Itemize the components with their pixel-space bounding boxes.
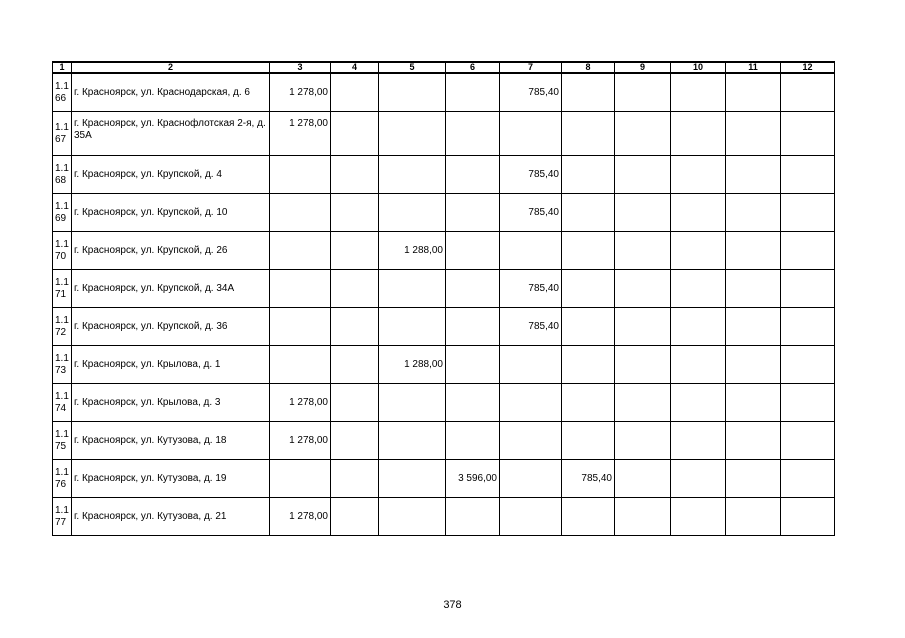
value-cell-c8	[562, 73, 615, 112]
column-header-4: 4	[331, 62, 379, 73]
table-row	[53, 232, 835, 270]
value-cell-c11	[726, 232, 781, 270]
value-cell-c5: 1 288,00	[379, 232, 446, 270]
value-cell-c12	[781, 460, 835, 498]
value-cell-c11	[726, 460, 781, 498]
value-cell-c12	[781, 270, 835, 308]
value-cell-c5	[379, 194, 446, 232]
value-cell-c12	[781, 346, 835, 384]
value-cell-c3: 1 278,00	[270, 422, 331, 460]
value-cell-c3: 1 278,00	[270, 498, 331, 536]
value-cell-c11	[726, 422, 781, 460]
value-cell-c4	[331, 73, 379, 112]
value-cell-c10	[671, 422, 726, 460]
value-cell-c9	[615, 270, 671, 308]
row-number: 1.1 75	[53, 422, 72, 460]
value-cell-c3	[270, 232, 331, 270]
value-cell-c4	[331, 422, 379, 460]
table-row	[53, 156, 835, 194]
value-cell-c5	[379, 73, 446, 112]
value-cell-c3: 1 278,00	[270, 73, 331, 112]
value-cell-c12	[781, 112, 835, 156]
value-cell-c7	[500, 384, 562, 422]
value-cell-c8	[562, 384, 615, 422]
value-cell-c9	[615, 308, 671, 346]
value-cell-c5	[379, 156, 446, 194]
value-cell-c7	[500, 112, 562, 156]
value-cell-c9	[615, 422, 671, 460]
value-cell-c12	[781, 384, 835, 422]
value-cell-c3: 1 278,00	[270, 112, 331, 156]
value-cell-c8	[562, 194, 615, 232]
value-cell-c9	[615, 232, 671, 270]
value-cell-c8	[562, 422, 615, 460]
value-cell-c6	[446, 232, 500, 270]
row-number: 1.1 71	[53, 270, 72, 308]
row-number: 1.1 72	[53, 308, 72, 346]
value-cell-c10	[671, 232, 726, 270]
value-cell-c7	[500, 346, 562, 384]
value-cell-c11	[726, 498, 781, 536]
table-row	[53, 73, 835, 112]
value-cell-c3	[270, 194, 331, 232]
value-cell-c4	[331, 346, 379, 384]
value-cell-c6	[446, 498, 500, 536]
value-cell-c7: 785,40	[500, 194, 562, 232]
table-row	[53, 308, 835, 346]
value-cell-c8	[562, 498, 615, 536]
value-cell-c5	[379, 270, 446, 308]
row-number: 1.1 68	[53, 156, 72, 194]
value-cell-c11	[726, 156, 781, 194]
page-number: 378	[443, 599, 462, 611]
value-cell-c10	[671, 308, 726, 346]
row-number: 1.1 74	[53, 384, 72, 422]
value-cell-c4	[331, 498, 379, 536]
value-cell-c11	[726, 384, 781, 422]
value-cell-c9	[615, 156, 671, 194]
value-cell-c9	[615, 346, 671, 384]
header-row	[53, 62, 835, 73]
value-cell-c11	[726, 112, 781, 156]
value-cell-c12	[781, 422, 835, 460]
address-cell: г. Красноярск, ул. Краснодарская, д. 6	[72, 73, 270, 112]
value-cell-c12	[781, 194, 835, 232]
address-cell: г. Красноярск, ул. Кутузова, д. 21	[72, 498, 270, 536]
value-cell-c4	[331, 156, 379, 194]
value-cell-c10	[671, 156, 726, 194]
value-cell-c3	[270, 270, 331, 308]
table-row	[53, 422, 835, 460]
value-cell-c6	[446, 156, 500, 194]
table-row	[53, 498, 835, 536]
value-cell-c12	[781, 308, 835, 346]
table-row	[53, 384, 835, 422]
column-header-7: 7	[500, 62, 562, 73]
value-cell-c11	[726, 194, 781, 232]
value-cell-c7: 785,40	[500, 73, 562, 112]
value-cell-c12	[781, 232, 835, 270]
value-cell-c12	[781, 73, 835, 112]
value-cell-c6	[446, 384, 500, 422]
value-cell-c4	[331, 112, 379, 156]
value-cell-c9	[615, 73, 671, 112]
column-header-5: 5	[379, 62, 446, 73]
row-number: 1.1 73	[53, 346, 72, 384]
row-number: 1.1 77	[53, 498, 72, 536]
table-row	[53, 194, 835, 232]
address-cell: г. Красноярск, ул. Кутузова, д. 18	[72, 422, 270, 460]
value-cell-c5	[379, 422, 446, 460]
value-cell-c3	[270, 460, 331, 498]
value-cell-c6: 3 596,00	[446, 460, 500, 498]
address-cell: г. Красноярск, ул. Кутузова, д. 19	[72, 460, 270, 498]
value-cell-c10	[671, 194, 726, 232]
value-cell-c10	[671, 346, 726, 384]
row-number: 1.1 70	[53, 232, 72, 270]
value-cell-c10	[671, 112, 726, 156]
column-header-1: 1	[53, 62, 72, 73]
table-row	[53, 112, 835, 156]
value-cell-c6	[446, 112, 500, 156]
value-cell-c11	[726, 346, 781, 384]
value-cell-c10	[671, 73, 726, 112]
table-row	[53, 346, 835, 384]
value-cell-c5: 1 288,00	[379, 346, 446, 384]
value-cell-c3	[270, 308, 331, 346]
address-cell: г. Красноярск, ул. Крупской, д. 34А	[72, 270, 270, 308]
value-cell-c9	[615, 194, 671, 232]
value-cell-c4	[331, 308, 379, 346]
value-cell-c10	[671, 460, 726, 498]
value-cell-c5	[379, 112, 446, 156]
value-cell-c11	[726, 308, 781, 346]
address-cell: г. Красноярск, ул. Крылова, д. 3	[72, 384, 270, 422]
address-cell: г. Красноярск, ул. Крупской, д. 36	[72, 308, 270, 346]
value-cell-c7: 785,40	[500, 270, 562, 308]
table-row	[53, 460, 835, 498]
value-cell-c8	[562, 270, 615, 308]
value-cell-c3	[270, 346, 331, 384]
value-cell-c7	[500, 498, 562, 536]
data-table	[52, 61, 835, 536]
column-header-3: 3	[270, 62, 331, 73]
value-cell-c6	[446, 270, 500, 308]
address-cell: г. Красноярск, ул. Краснофлотская 2-я, д. 35А	[72, 112, 270, 156]
value-cell-c8	[562, 346, 615, 384]
value-cell-c10	[671, 498, 726, 536]
value-cell-c5	[379, 384, 446, 422]
row-number: 1.1 67	[53, 112, 72, 156]
column-header-11: 11	[726, 62, 781, 73]
value-cell-c8: 785,40	[562, 460, 615, 498]
value-cell-c11	[726, 270, 781, 308]
address-cell: г. Красноярск, ул. Крупской, д. 26	[72, 232, 270, 270]
value-cell-c7	[500, 460, 562, 498]
value-cell-c3	[270, 156, 331, 194]
value-cell-c10	[671, 384, 726, 422]
value-cell-c8	[562, 308, 615, 346]
row-number: 1.1 76	[53, 460, 72, 498]
column-header-8: 8	[562, 62, 615, 73]
address-cell: г. Красноярск, ул. Крылова, д. 1	[72, 346, 270, 384]
value-cell-c4	[331, 194, 379, 232]
table-body	[53, 73, 835, 536]
value-cell-c8	[562, 232, 615, 270]
value-cell-c8	[562, 112, 615, 156]
value-cell-c4	[331, 270, 379, 308]
value-cell-c11	[726, 73, 781, 112]
row-number: 1.1 69	[53, 194, 72, 232]
row-number: 1.1 66	[53, 73, 72, 112]
value-cell-c7	[500, 422, 562, 460]
table-row	[53, 270, 835, 308]
value-cell-c7: 785,40	[500, 308, 562, 346]
value-cell-c9	[615, 112, 671, 156]
value-cell-c5	[379, 460, 446, 498]
value-cell-c6	[446, 308, 500, 346]
value-cell-c9	[615, 498, 671, 536]
value-cell-c4	[331, 460, 379, 498]
column-header-12: 12	[781, 62, 835, 73]
value-cell-c6	[446, 194, 500, 232]
value-cell-c4	[331, 384, 379, 422]
column-header-9: 9	[615, 62, 671, 73]
value-cell-c12	[781, 498, 835, 536]
value-cell-c6	[446, 422, 500, 460]
column-header-6: 6	[446, 62, 500, 73]
value-cell-c12	[781, 156, 835, 194]
value-cell-c7	[500, 232, 562, 270]
value-cell-c4	[331, 232, 379, 270]
column-header-2: 2	[72, 62, 270, 73]
address-cell: г. Красноярск, ул. Крупской, д. 4	[72, 156, 270, 194]
column-header-10: 10	[671, 62, 726, 73]
value-cell-c5	[379, 308, 446, 346]
address-cell: г. Красноярск, ул. Крупской, д. 10	[72, 194, 270, 232]
value-cell-c6	[446, 73, 500, 112]
value-cell-c10	[671, 270, 726, 308]
value-cell-c6	[446, 346, 500, 384]
value-cell-c3: 1 278,00	[270, 384, 331, 422]
value-cell-c5	[379, 498, 446, 536]
value-cell-c8	[562, 156, 615, 194]
value-cell-c7: 785,40	[500, 156, 562, 194]
value-cell-c9	[615, 460, 671, 498]
value-cell-c9	[615, 384, 671, 422]
